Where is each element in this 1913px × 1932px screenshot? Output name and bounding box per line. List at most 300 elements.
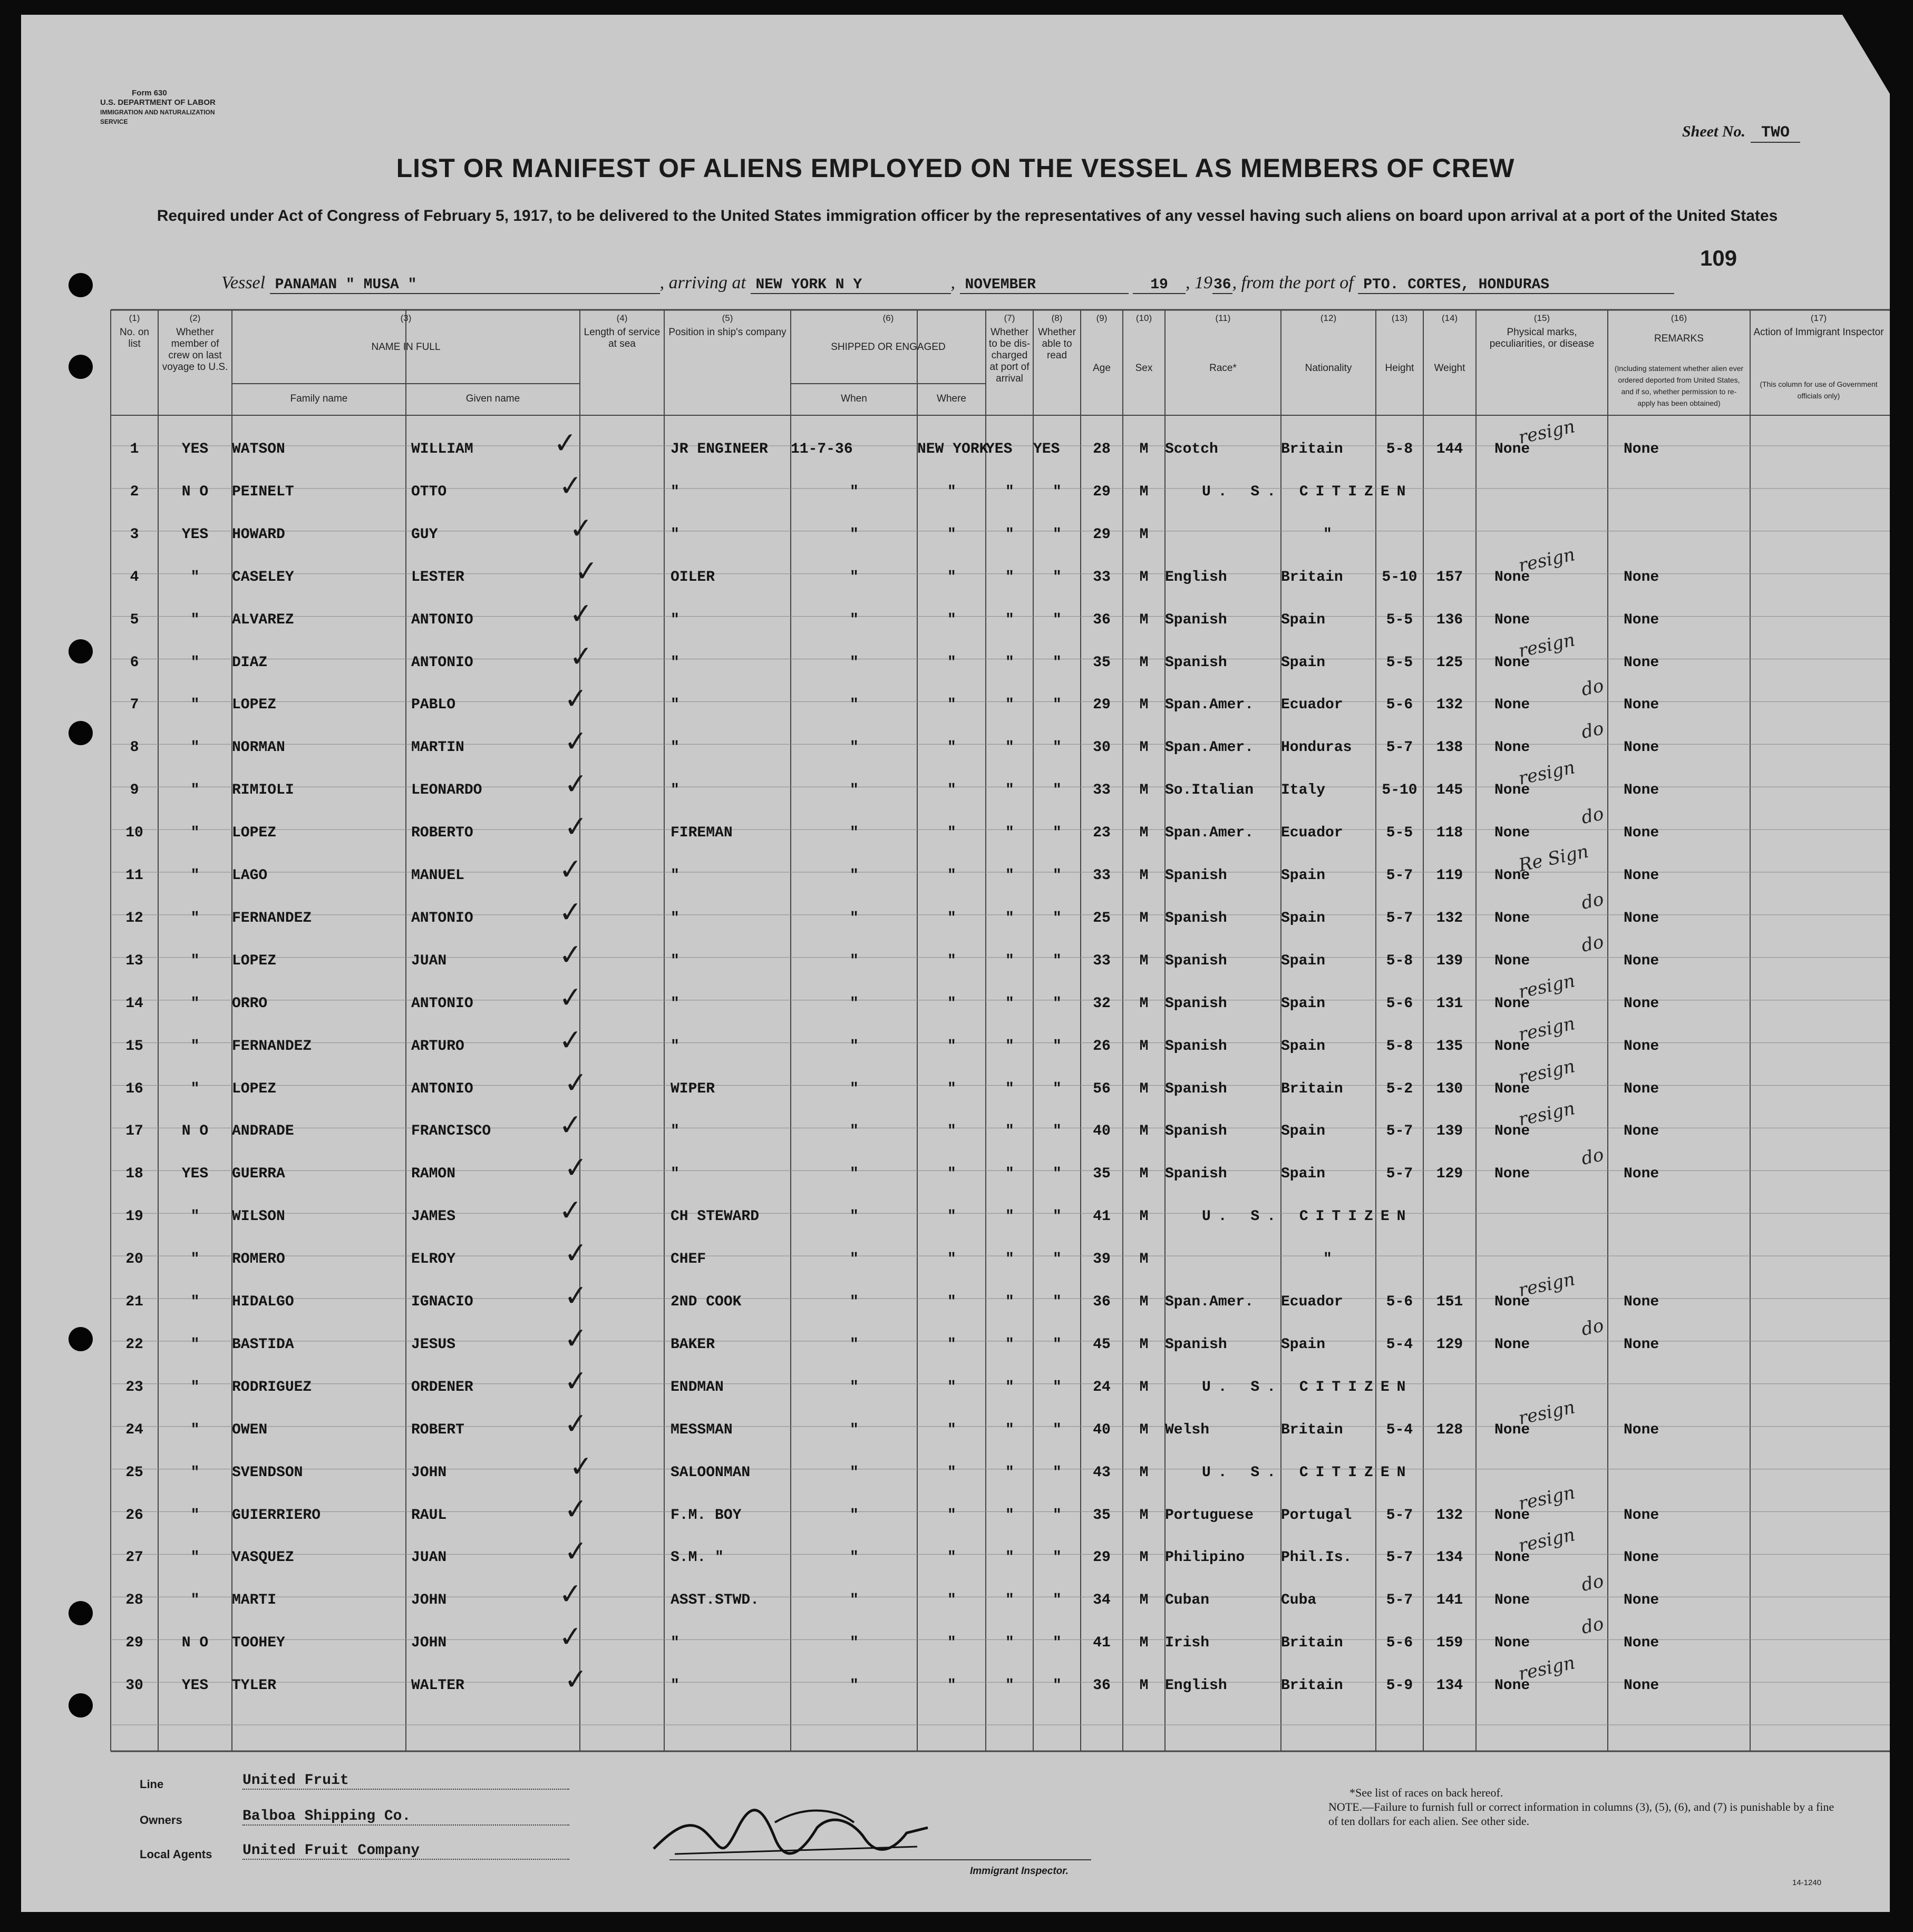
checkmark-icon: ✓: [568, 596, 595, 631]
discharged-cell: ": [1005, 910, 1014, 926]
no-cell: 10: [125, 825, 143, 842]
position-cell: ": [671, 697, 679, 714]
when-cell: ": [850, 1464, 859, 1481]
where-cell: ": [947, 1421, 956, 1438]
nationality-cell: Spain: [1281, 952, 1326, 969]
position-cell: ASST.STWD.: [671, 1592, 760, 1609]
race-cell: Span.Amer.: [1165, 697, 1254, 714]
age-cell: 36: [1093, 1294, 1111, 1310]
where-cell: ": [947, 1677, 956, 1694]
marks-cell: None: [1494, 1080, 1530, 1097]
arriving-label: , arriving at: [659, 273, 746, 292]
age-cell: 43: [1093, 1464, 1111, 1481]
remarks-cell: None: [1624, 569, 1659, 586]
family-cell: LOPEZ: [232, 952, 277, 969]
where-cell: ": [947, 1549, 956, 1566]
checkmark-icon: ✓: [568, 638, 595, 674]
race-cell: Welsh: [1165, 1421, 1210, 1438]
when-cell: ": [850, 782, 859, 799]
remarks-cell: None: [1624, 867, 1659, 884]
where-cell: ": [947, 1635, 956, 1652]
arrival-month: NOVEMBER: [960, 277, 1129, 294]
nationality-cell: Spain: [1281, 1123, 1326, 1140]
family-cell: HOWARD: [232, 526, 285, 543]
position-cell: ": [671, 483, 679, 500]
prev-cell: ": [190, 1208, 200, 1225]
sex-cell: M: [1139, 1549, 1149, 1566]
weight-cell: 129: [1436, 1166, 1463, 1183]
where-cell: ": [947, 526, 956, 543]
sex-cell: M: [1139, 1166, 1149, 1183]
position-cell: ": [671, 611, 679, 628]
given-cell: PABLO: [411, 697, 456, 714]
weight-cell: 144: [1436, 441, 1463, 457]
family-cell: LOPEZ: [232, 697, 277, 714]
marks-cell: None: [1494, 1421, 1530, 1438]
nationality-cell: Spain: [1281, 611, 1326, 628]
prev-cell: YES: [181, 1677, 209, 1694]
no-cell: 27: [125, 1549, 143, 1566]
weight-cell: 157: [1436, 569, 1463, 586]
prev-cell: ": [190, 1464, 200, 1481]
discharged-cell: ": [1005, 1251, 1014, 1268]
where-cell: ": [947, 782, 956, 799]
form-identifier: [100, 89, 227, 126]
family-cell: FERNANDEZ: [232, 910, 312, 926]
marks-cell: None: [1494, 441, 1530, 457]
height-cell: 5-4: [1386, 1336, 1413, 1353]
family-cell: ROMERO: [232, 1251, 285, 1268]
weight-cell: 132: [1436, 1507, 1463, 1524]
race-cell: Spanish: [1165, 1166, 1227, 1183]
age-cell: 45: [1093, 1336, 1111, 1353]
handwritten-annotation: resign: [1517, 416, 1577, 448]
read-cell: ": [1053, 825, 1062, 842]
inspector-subnote: (This column for use of Government officials only): [1760, 380, 1878, 400]
remarks-cell: None: [1624, 1421, 1659, 1438]
handwritten-annotation: resign: [1517, 1396, 1577, 1429]
height-cell: 5-6: [1386, 697, 1413, 714]
discharged-cell: ": [1005, 1336, 1014, 1353]
discharged-cell: ": [1005, 1507, 1014, 1524]
remarks-cell: None: [1624, 952, 1659, 969]
weight-cell: 128: [1436, 1421, 1463, 1438]
column-number: (4): [616, 313, 628, 323]
handwritten-annotation: resign: [1517, 1055, 1577, 1088]
discharged-cell: ": [1005, 526, 1014, 543]
when-cell: ": [850, 1251, 859, 1268]
handwritten-annotation: do: [1579, 1570, 1606, 1596]
remarks-cell: None: [1624, 825, 1659, 842]
position-cell: ": [671, 1166, 679, 1183]
no-cell: 28: [125, 1592, 143, 1609]
punch-hole: [69, 1693, 93, 1718]
position-cell: SALOONMAN: [671, 1464, 751, 1481]
height-cell: 5-7: [1386, 910, 1413, 926]
given-cell: ANTONIO: [411, 995, 473, 1012]
height-cell: 5-8: [1386, 441, 1413, 457]
prev-cell: N O: [181, 1123, 209, 1140]
handwritten-annotation: resign: [1517, 629, 1577, 662]
age-cell: 33: [1093, 952, 1111, 969]
nationality-cell: Britain: [1281, 569, 1343, 586]
when-cell: ": [850, 1677, 859, 1694]
prev-cell: ": [190, 995, 200, 1012]
when-cell: ": [850, 1080, 859, 1097]
column-header: SHIPPED OR ENGAGED: [831, 341, 946, 353]
marks-cell: None: [1494, 1592, 1530, 1609]
inspector-signature: [643, 1796, 938, 1870]
when-subheader: When: [841, 393, 867, 404]
family-cell: NORMAN: [232, 739, 285, 756]
nationality-cell: Britain: [1281, 1635, 1343, 1652]
remarks-cell: None: [1624, 654, 1659, 671]
checkmark-icon: ✓: [562, 766, 589, 802]
read-cell: ": [1053, 569, 1062, 586]
age-cell: 34: [1093, 1592, 1111, 1609]
no-cell: 5: [130, 611, 139, 628]
remarks-cell: None: [1624, 1038, 1659, 1055]
weight-cell: 141: [1436, 1592, 1463, 1609]
no-cell: 16: [125, 1080, 143, 1097]
given-cell: JAMES: [411, 1208, 456, 1225]
checkmark-icon: ✓: [562, 1278, 589, 1313]
column-number: (15): [1533, 313, 1550, 323]
no-cell: 9: [130, 782, 139, 799]
nationality-cell: Spain: [1281, 995, 1326, 1012]
remarks-cell: None: [1624, 1080, 1659, 1097]
age-cell: 39: [1093, 1251, 1111, 1268]
column-header: Height: [1385, 363, 1414, 374]
age-cell: 41: [1093, 1208, 1111, 1225]
read-cell: ": [1053, 1166, 1062, 1183]
read-cell: ": [1053, 1421, 1062, 1438]
no-cell: 26: [125, 1507, 143, 1524]
discharged-cell: ": [1005, 952, 1014, 969]
prev-cell: ": [190, 1549, 200, 1566]
when-cell: ": [850, 1166, 859, 1183]
column-number: (8): [1051, 313, 1063, 323]
age-cell: 33: [1093, 569, 1111, 586]
column-number: (14): [1441, 313, 1458, 323]
print-code: 14-1240: [1792, 1878, 1822, 1887]
race-cell: Cuban: [1165, 1592, 1210, 1609]
form-number: Form 630: [132, 89, 167, 97]
remarks-cell: None: [1624, 1123, 1659, 1140]
handwritten-annotation: resign: [1517, 1098, 1577, 1131]
height-cell: 5-5: [1386, 825, 1413, 842]
column-header: Length of service at sea: [584, 327, 661, 349]
height-cell: 5-5: [1386, 654, 1413, 671]
handwritten-annotation: resign: [1517, 757, 1577, 790]
marks-cell: None: [1494, 611, 1530, 628]
position-cell: MESSMAN: [671, 1421, 733, 1438]
remarks-cell: None: [1624, 739, 1659, 756]
column-number: (12): [1320, 313, 1337, 323]
handwritten-annotation: resign: [1517, 1481, 1577, 1515]
family-cell: RODRIGUEZ: [232, 1379, 312, 1396]
weight-cell: 145: [1436, 782, 1463, 799]
nationality-cell: Britain: [1281, 441, 1343, 457]
when-cell: 11-7-36: [791, 441, 853, 457]
position-cell: CH STEWARD: [671, 1208, 760, 1225]
height-cell: 5-6: [1386, 1294, 1413, 1310]
agents-label: Local Agents: [140, 1848, 212, 1861]
family-cell: LAGO: [232, 867, 268, 884]
prev-cell: ": [190, 1294, 200, 1310]
arrival-year: 36: [1213, 277, 1231, 293]
marks-cell: None: [1494, 569, 1530, 586]
position-cell: ": [671, 867, 679, 884]
read-cell: ": [1053, 1294, 1062, 1310]
when-cell: ": [850, 1208, 859, 1225]
weight-cell: 118: [1436, 825, 1463, 842]
remarks-cell: None: [1624, 995, 1659, 1012]
remarks-cell: None: [1624, 1635, 1659, 1652]
sheet-number-label: Sheet No.: [1682, 123, 1745, 140]
read-cell: ": [1053, 739, 1062, 756]
where-cell: ": [947, 910, 956, 926]
race-cell: Spanish: [1165, 611, 1227, 628]
read-cell: ": [1053, 1208, 1062, 1225]
race-cell: Scotch: [1165, 441, 1218, 457]
column-header: Whether to be dis-charged at port of arrival: [988, 327, 1031, 384]
read-cell: ": [1053, 697, 1062, 714]
column-header: Whether able to read: [1038, 327, 1076, 361]
race-cell: So.Italian: [1165, 782, 1254, 799]
folded-corner: [1842, 15, 1890, 94]
weight-cell: 129: [1436, 1336, 1463, 1353]
position-cell: ": [671, 995, 679, 1012]
family-cell: GUIERRIERO: [232, 1507, 321, 1524]
marks-cell: None: [1494, 825, 1530, 842]
read-cell: ": [1053, 952, 1062, 969]
nationality-cell: Honduras: [1281, 739, 1352, 756]
nationality-cell: Spain: [1281, 1336, 1326, 1353]
checkmark-icon: ✓: [552, 425, 579, 461]
read-cell: ": [1053, 1038, 1062, 1055]
sheet-number-value: TWO: [1751, 124, 1800, 143]
family-cell: WILSON: [232, 1208, 285, 1225]
marks-cell: None: [1494, 739, 1530, 756]
no-cell: 19: [125, 1208, 143, 1225]
manifest-sheet: [21, 15, 1890, 1912]
height-cell: 5-2: [1386, 1080, 1413, 1097]
weight-cell: 139: [1436, 952, 1463, 969]
when-cell: ": [850, 526, 859, 543]
marks-cell: None: [1494, 1294, 1530, 1310]
no-cell: 8: [130, 739, 139, 756]
weight-cell: 119: [1436, 867, 1463, 884]
handwritten-annotation: do: [1579, 1314, 1606, 1340]
read-cell: ": [1053, 867, 1062, 884]
discharged-cell: ": [1005, 1635, 1014, 1652]
prev-cell: ": [190, 1379, 200, 1396]
weight-cell: 132: [1436, 697, 1463, 714]
given-cell: IGNACIO: [411, 1294, 473, 1310]
sex-cell: M: [1139, 825, 1149, 842]
age-cell: 35: [1093, 654, 1111, 671]
age-cell: 41: [1093, 1635, 1111, 1652]
prev-cell: ": [190, 910, 200, 926]
sex-cell: M: [1139, 1208, 1149, 1225]
arrival-day: 19: [1133, 277, 1186, 294]
height-cell: 5-6: [1386, 1635, 1413, 1652]
column-header: NAME IN FULL: [371, 341, 441, 353]
when-cell: ": [850, 1507, 859, 1524]
prev-cell: ": [190, 1038, 200, 1055]
prev-cell: YES: [181, 526, 209, 543]
weight-cell: 139: [1436, 1123, 1463, 1140]
position-cell: ": [671, 952, 679, 969]
nationality-cell: Italy: [1281, 782, 1326, 799]
sheet-number: [1682, 123, 1800, 142]
column-number: (13): [1391, 313, 1408, 323]
where-cell: ": [947, 1038, 956, 1055]
when-cell: ": [850, 867, 859, 884]
discharged-cell: ": [1005, 995, 1014, 1012]
where-cell: ": [947, 569, 956, 586]
column-header: Whether member of crew on last voyage to U.S.: [162, 327, 228, 373]
given-cell: RAUL: [411, 1507, 447, 1524]
no-cell: 3: [130, 526, 139, 543]
race-cell: Spanish: [1165, 952, 1227, 969]
family-cell: PEINELT: [232, 483, 294, 500]
punch-hole: [69, 721, 93, 745]
column-header: Nationality: [1305, 363, 1352, 374]
where-cell: ": [947, 697, 956, 714]
line-label: Line: [140, 1778, 164, 1791]
given-cell: OTTO: [411, 483, 447, 500]
checkmark-icon: ✓: [557, 1022, 584, 1058]
read-cell: ": [1053, 1464, 1062, 1481]
where-cell: ": [947, 1379, 956, 1396]
us-citizen-cell: U. S. CITIZEN: [1202, 1379, 1413, 1396]
family-cell: VASQUEZ: [232, 1549, 294, 1566]
discharged-cell: YES: [986, 441, 1013, 457]
family-cell: RIMIOLI: [232, 782, 294, 799]
races-note: *See list of races on back hereof.: [1349, 1786, 1503, 1799]
no-cell: 7: [130, 697, 139, 714]
nationality-cell: Ecuador: [1281, 697, 1343, 714]
prev-cell: ": [190, 1080, 200, 1097]
read-cell: ": [1053, 1635, 1062, 1652]
column-header: REMARKS: [1654, 333, 1704, 344]
race-cell: Irish: [1165, 1635, 1210, 1652]
read-cell: ": [1053, 1677, 1062, 1694]
discharged-cell: ": [1005, 1294, 1014, 1310]
race-cell: Spanish: [1165, 654, 1227, 671]
age-cell: 33: [1093, 867, 1111, 884]
given-cell: JOHN: [411, 1592, 447, 1609]
marks-cell: None: [1494, 1507, 1530, 1524]
remarks-cell: None: [1624, 1549, 1659, 1566]
position-cell: ": [671, 782, 679, 799]
handwritten-annotation: do: [1579, 888, 1606, 914]
position-cell: F.M. BOY: [671, 1507, 742, 1524]
age-cell: 29: [1093, 526, 1111, 543]
where-cell: ": [947, 1592, 956, 1609]
marks-cell: None: [1494, 697, 1530, 714]
race-cell: English: [1165, 569, 1227, 586]
position-cell: BAKER: [671, 1336, 715, 1353]
age-cell: 36: [1093, 611, 1111, 628]
no-cell: 29: [125, 1635, 143, 1652]
marks-cell: None: [1494, 1038, 1530, 1055]
where-cell: ": [947, 1123, 956, 1140]
vessel-line: Vessel PANAMAN " MUSA " , arriving at NEW YORK N Y , NOVEMBER 19 , 1936, from the port of PTO. CORTES, HONDURAS: [221, 273, 1674, 294]
marks-cell: None: [1494, 867, 1530, 884]
weight-cell: 135: [1436, 1038, 1463, 1055]
position-cell: ENDMAN: [671, 1379, 724, 1396]
discharged-cell: ": [1005, 1421, 1014, 1438]
marks-cell: None: [1494, 654, 1530, 671]
height-cell: 5-7: [1386, 1123, 1413, 1140]
column-number: (11): [1215, 313, 1231, 323]
race-cell: Spanish: [1165, 1336, 1227, 1353]
age-cell: 28: [1093, 441, 1111, 457]
where-cell: ": [947, 611, 956, 628]
read-cell: ": [1053, 1251, 1062, 1268]
marks-cell: None: [1494, 782, 1530, 799]
sex-cell: M: [1139, 483, 1149, 500]
us-citizen-cell: U. S. CITIZEN: [1202, 483, 1413, 500]
discharged-cell: ": [1005, 782, 1014, 799]
age-cell: 29: [1093, 483, 1111, 500]
where-cell: ": [947, 825, 956, 842]
given-cell: FRANCISCO: [411, 1123, 491, 1140]
given-cell: JUAN: [411, 952, 447, 969]
column-header: Action of Immigrant Inspector: [1753, 327, 1884, 338]
height-cell: 5-4: [1386, 1421, 1413, 1438]
no-cell: 22: [125, 1336, 143, 1353]
checkmark-icon: ✓: [562, 1534, 589, 1569]
position-cell: OILER: [671, 569, 715, 586]
inspector-caption: Immigrant Inspector.: [970, 1866, 1069, 1877]
handwritten-annotation: resign: [1517, 970, 1577, 1003]
prev-cell: ": [190, 1336, 200, 1353]
age-cell: 56: [1093, 1080, 1111, 1097]
checkmark-icon: ✓: [557, 852, 584, 887]
handwritten-annotation: resign: [1517, 1652, 1577, 1685]
handwritten-annotation: resign: [1517, 1269, 1577, 1301]
position-cell: 2ND COOK: [671, 1294, 742, 1310]
when-cell: ": [850, 1549, 859, 1566]
column-number: (17): [1810, 313, 1827, 323]
age-cell: 29: [1093, 697, 1111, 714]
remarks-cell: None: [1624, 782, 1659, 799]
marks-cell: None: [1494, 1635, 1530, 1652]
no-cell: 15: [125, 1038, 143, 1055]
when-cell: ": [850, 1038, 859, 1055]
family-cell: TYLER: [232, 1677, 277, 1694]
checkmark-icon: ✓: [557, 1193, 584, 1228]
weight-cell: 159: [1436, 1635, 1463, 1652]
position-cell: S.M. ": [671, 1549, 724, 1566]
marks-cell: None: [1494, 1336, 1530, 1353]
height-cell: 5-7: [1386, 867, 1413, 884]
discharged-cell: ": [1005, 1080, 1014, 1097]
no-cell: 21: [125, 1294, 143, 1310]
remarks-cell: None: [1624, 1294, 1659, 1310]
position-cell: CHEF: [671, 1251, 706, 1268]
weight-cell: 138: [1436, 739, 1463, 756]
marks-cell: None: [1494, 910, 1530, 926]
nationality-cell: Phil.Is.: [1281, 1549, 1352, 1566]
discharged-cell: ": [1005, 1379, 1014, 1396]
nationality-cell: Spain: [1281, 867, 1326, 884]
sex-cell: M: [1139, 1080, 1149, 1097]
